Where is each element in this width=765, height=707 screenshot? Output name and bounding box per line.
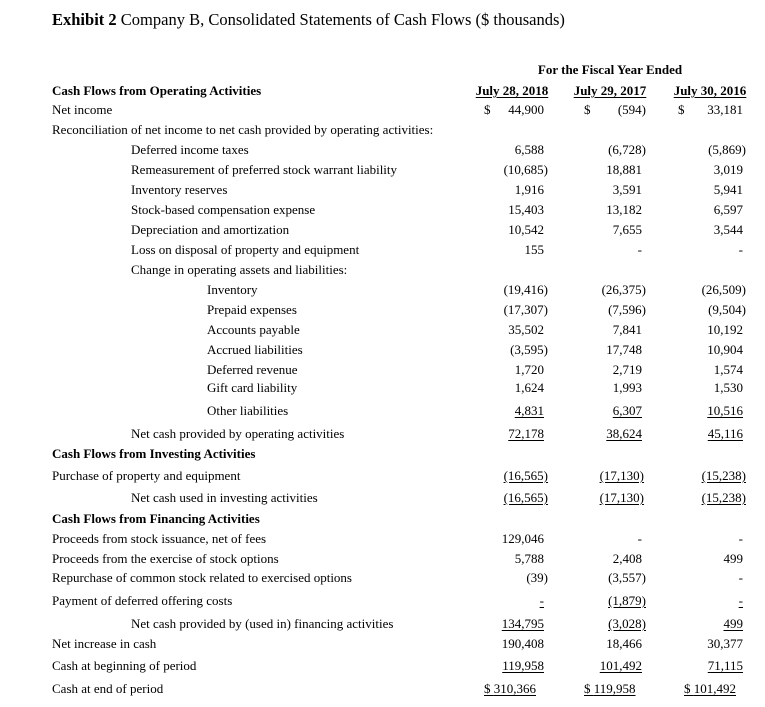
value-cell: (19,416) bbox=[503, 282, 548, 297]
row-label: Cash Flows from Operating Activities bbox=[52, 83, 262, 98]
value-cell: (17,130) bbox=[599, 490, 644, 505]
row-label: Cash Flows from Investing Activities bbox=[52, 446, 256, 461]
value-cell: (17,307) bbox=[503, 302, 548, 317]
row-label: Remeasurement of preferred stock warrant liability bbox=[131, 162, 398, 177]
value-cell: 10,192 bbox=[707, 322, 743, 337]
row-label: Loss on disposal of property and equipment bbox=[131, 242, 360, 257]
value-cell: 4,831 bbox=[514, 403, 544, 418]
value-cell: 10,904 bbox=[707, 342, 743, 357]
value-cell: 6,597 bbox=[713, 202, 743, 217]
column-header-2016: July 30, 2016 bbox=[673, 83, 747, 98]
value-cell: (7,596) bbox=[608, 302, 646, 317]
row-label: Reconciliation of net income to net cash provided by operating activities: bbox=[52, 122, 434, 137]
value-cell: 119,958 bbox=[502, 658, 544, 673]
value-cell: (16,565) bbox=[503, 468, 548, 483]
value-cell: 15,403 bbox=[508, 202, 544, 217]
value-cell: - bbox=[539, 593, 544, 608]
value-cell: 101,492 bbox=[599, 658, 642, 673]
value-cell: 499 bbox=[723, 616, 743, 631]
row-label: Stock-based compensation expense bbox=[131, 202, 316, 217]
value-cell: 5,788 bbox=[514, 551, 544, 566]
row-label: Net cash used in investing activities bbox=[131, 490, 318, 505]
value-cell: (3,595) bbox=[510, 342, 548, 357]
value-cell: 1,916 bbox=[514, 182, 544, 197]
row-label: Gift card liability bbox=[207, 380, 298, 395]
value-cell: (3,028) bbox=[608, 616, 646, 631]
value-cell: 155 bbox=[524, 242, 544, 257]
value-cell: 1,574 bbox=[713, 362, 743, 377]
row-label: Deferred revenue bbox=[207, 362, 298, 377]
value-cell: $ 101,492 bbox=[684, 681, 736, 696]
column-header-2017: July 29, 2017 bbox=[573, 83, 647, 98]
row-label: Other liabilities bbox=[207, 403, 289, 418]
value-cell: 6,307 bbox=[612, 403, 642, 418]
value-cell: 2,408 bbox=[612, 551, 642, 566]
value-cell: (26,375) bbox=[601, 282, 646, 297]
value-cell: 33,181 bbox=[707, 102, 743, 117]
value-cell: (1,879) bbox=[608, 593, 646, 608]
value-cell: 2,719 bbox=[612, 362, 642, 377]
value-cell: $ 119,958 bbox=[584, 681, 636, 696]
value-cell: 10,516 bbox=[707, 403, 743, 418]
row-label: Deferred income taxes bbox=[131, 142, 249, 157]
value-cell: - bbox=[738, 570, 743, 585]
value-cell: $ 310,366 bbox=[484, 681, 536, 696]
value-cell: - bbox=[738, 531, 743, 546]
value-cell: 7,841 bbox=[612, 322, 642, 337]
row-label: Change in operating assets and liabilities: bbox=[131, 262, 348, 277]
row-label: Net increase in cash bbox=[52, 636, 157, 651]
value-cell: - bbox=[738, 593, 743, 608]
value-cell: 1,624 bbox=[514, 380, 544, 395]
value-cell: (39) bbox=[526, 570, 548, 585]
value-cell: (6,728) bbox=[608, 142, 646, 157]
row-label: Payment of deferred offering costs bbox=[52, 593, 233, 608]
row-label: Net cash provided by (used in) financing activities bbox=[131, 616, 394, 631]
row-label: Accrued liabilities bbox=[207, 342, 303, 357]
value-cell: (10,685) bbox=[503, 162, 548, 177]
value-cell: 190,408 bbox=[501, 636, 544, 651]
value-cell: 17,748 bbox=[606, 342, 642, 357]
value-cell: 10,542 bbox=[508, 222, 544, 237]
row-label: Inventory bbox=[207, 282, 258, 297]
row-label: Cash at end of period bbox=[52, 681, 164, 696]
value-cell: 1,993 bbox=[612, 380, 642, 395]
value-cell: - bbox=[738, 242, 743, 257]
row-label: Net income bbox=[52, 102, 113, 117]
value-cell: (9,504) bbox=[708, 302, 746, 317]
exhibit-description: Company B, Consolidated Statements of Cash Flows ($ thousands) bbox=[120, 10, 565, 29]
value-cell: (3,557) bbox=[608, 570, 646, 585]
row-label: Net cash provided by operating activities bbox=[131, 426, 345, 441]
value-cell: 45,116 bbox=[707, 426, 743, 441]
value-cell: 71,115 bbox=[707, 658, 743, 673]
value-cell: 1,720 bbox=[514, 362, 544, 377]
row-label: Purchase of property and equipment bbox=[52, 468, 241, 483]
value-cell: 3,544 bbox=[713, 222, 743, 237]
value-cell: 129,046 bbox=[501, 531, 544, 546]
value-cell: 38,624 bbox=[606, 426, 642, 441]
value-cell: (15,238) bbox=[701, 468, 746, 483]
value-cell: 134,795 bbox=[501, 616, 544, 631]
value-cell: (5,869) bbox=[708, 142, 746, 157]
value-cell: - bbox=[637, 531, 642, 546]
value-cell: 44,900 bbox=[508, 102, 544, 117]
value-cell: (16,565) bbox=[503, 490, 548, 505]
dollar-sign: $ bbox=[584, 102, 591, 117]
period-header: For the Fiscal Year Ended bbox=[537, 62, 683, 77]
exhibit-number: Exhibit 2 bbox=[52, 10, 117, 29]
row-label: Cash at beginning of period bbox=[52, 658, 197, 673]
dollar-sign: $ bbox=[484, 102, 491, 117]
row-label: Cash Flows from Financing Activities bbox=[52, 511, 260, 526]
row-label: Prepaid expenses bbox=[207, 302, 297, 317]
value-cell: 35,502 bbox=[508, 322, 544, 337]
value-cell: 72,178 bbox=[508, 426, 544, 441]
row-label: Proceeds from stock issuance, net of fees bbox=[52, 531, 267, 546]
row-label: Inventory reserves bbox=[131, 182, 228, 197]
value-cell: - bbox=[637, 242, 642, 257]
row-label: Accounts payable bbox=[207, 322, 300, 337]
value-cell: (594) bbox=[617, 102, 646, 117]
value-cell: 3,019 bbox=[713, 162, 743, 177]
dollar-sign: $ bbox=[678, 102, 685, 117]
row-label: Depreciation and amortization bbox=[131, 222, 290, 237]
value-cell: (26,509) bbox=[701, 282, 746, 297]
value-cell: 3,591 bbox=[612, 182, 642, 197]
column-header-2018: July 28, 2018 bbox=[475, 83, 549, 98]
value-cell: 13,182 bbox=[606, 202, 642, 217]
row-label: Proceeds from the exercise of stock options bbox=[52, 551, 279, 566]
value-cell: 499 bbox=[723, 551, 743, 566]
value-cell: 18,466 bbox=[606, 636, 642, 651]
value-cell: 18,881 bbox=[606, 162, 642, 177]
value-cell: (17,130) bbox=[599, 468, 644, 483]
value-cell: 7,655 bbox=[612, 222, 642, 237]
value-cell: 30,377 bbox=[707, 636, 743, 651]
value-cell: (15,238) bbox=[701, 490, 746, 505]
exhibit-title bbox=[52, 10, 565, 30]
value-cell: 6,588 bbox=[514, 142, 544, 157]
row-label: Repurchase of common stock related to exercised options bbox=[52, 570, 352, 585]
value-cell: 1,530 bbox=[713, 380, 743, 395]
value-cell: 5,941 bbox=[713, 182, 743, 197]
